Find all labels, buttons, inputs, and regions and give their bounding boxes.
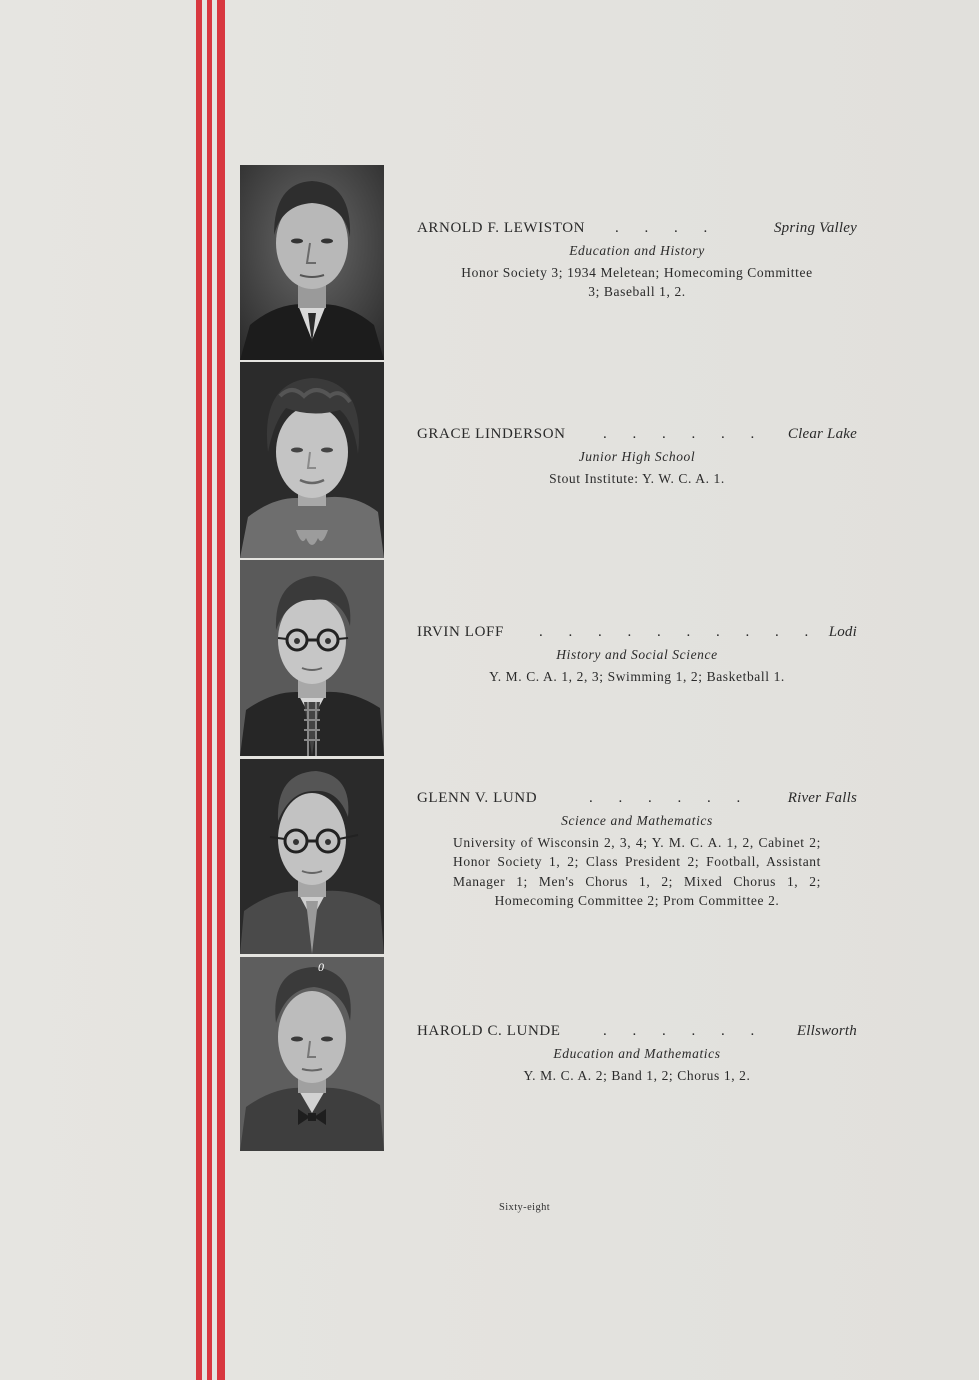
student-entry	[417, 624, 857, 686]
student-hometown: Lodi	[828, 624, 857, 640]
portrait-photo-linderson	[240, 362, 384, 558]
portrait-photo-lunde	[240, 957, 384, 1151]
red-rule-stripe	[217, 0, 225, 1380]
student-hometown: Clear Lake	[787, 426, 857, 442]
dot-leader: . . . .	[615, 220, 719, 236]
dot-leader: . . . . . .	[589, 790, 752, 806]
student-name: HAROLD C. LUNDE	[417, 1023, 561, 1039]
student-name: ARNOLD F. LEWISTON	[417, 220, 586, 236]
student-entry	[417, 1023, 857, 1085]
student-hometown: Spring Valley	[773, 220, 857, 236]
portrait-photo-lund	[240, 759, 384, 954]
red-rule-stripe	[207, 0, 212, 1380]
student-name: GRACE LINDERSON	[417, 426, 566, 442]
student-major: Science and Mathematics	[561, 813, 713, 828]
portrait-photo-strip	[240, 165, 384, 1151]
student-entry	[417, 220, 857, 302]
student-activities: Stout Institute: Y. W. C. A. 1.	[549, 471, 725, 486]
student-major: History and Social Science	[556, 647, 718, 662]
red-rule-stripe	[196, 0, 202, 1380]
entry-headline	[417, 1023, 857, 1043]
student-hometown: Ellsworth	[796, 1023, 857, 1039]
student-major: Junior High School	[578, 449, 696, 464]
student-activities: Honor Society 3; 1934 Meletean; Homecoming Committee 3; Baseball 1, 2.	[461, 265, 813, 300]
entry-headline	[417, 220, 857, 240]
page-number: Sixty-eight	[499, 1202, 551, 1213]
student-name: IRVIN LOFF	[417, 624, 504, 640]
entry-headline	[417, 624, 857, 644]
student-activities: Y. M. C. A. 1, 2, 3; Swimming 1, 2; Basketball 1.	[489, 669, 785, 684]
student-activities: University of Wisconsin 2, 3, 4; Y. M. C. A. 1, 2, Cabinet 2; Honor Society 1, 2; Class President 2; Football, Assistant Manager 1; Men's Chorus 1, 2; Mixed Chorus 1, 2; Homecoming Committee 2; Prom Committee 2.	[453, 835, 821, 909]
portrait-photo-loff	[240, 560, 384, 756]
student-entry	[417, 790, 857, 911]
student-activities: Y. M. C. A. 2; Band 1, 2; Chorus 1, 2.	[523, 1068, 751, 1083]
student-major: Education and Mathematics	[553, 1046, 721, 1061]
student-major: Education and History	[569, 243, 705, 258]
svg-text:0: 0	[318, 960, 324, 974]
student-hometown: River Falls	[787, 790, 857, 806]
dot-leader: . . . . . .	[603, 426, 766, 442]
portrait-photo-lewiston	[240, 165, 384, 360]
dot-leader: . . . . . .	[603, 1023, 766, 1039]
dot-leader: . . . . . . . . . .	[539, 624, 820, 640]
student-name: GLENN V. LUND	[417, 790, 538, 806]
entry-headline	[417, 426, 857, 446]
entry-headline	[417, 790, 857, 810]
student-entry	[417, 426, 857, 488]
